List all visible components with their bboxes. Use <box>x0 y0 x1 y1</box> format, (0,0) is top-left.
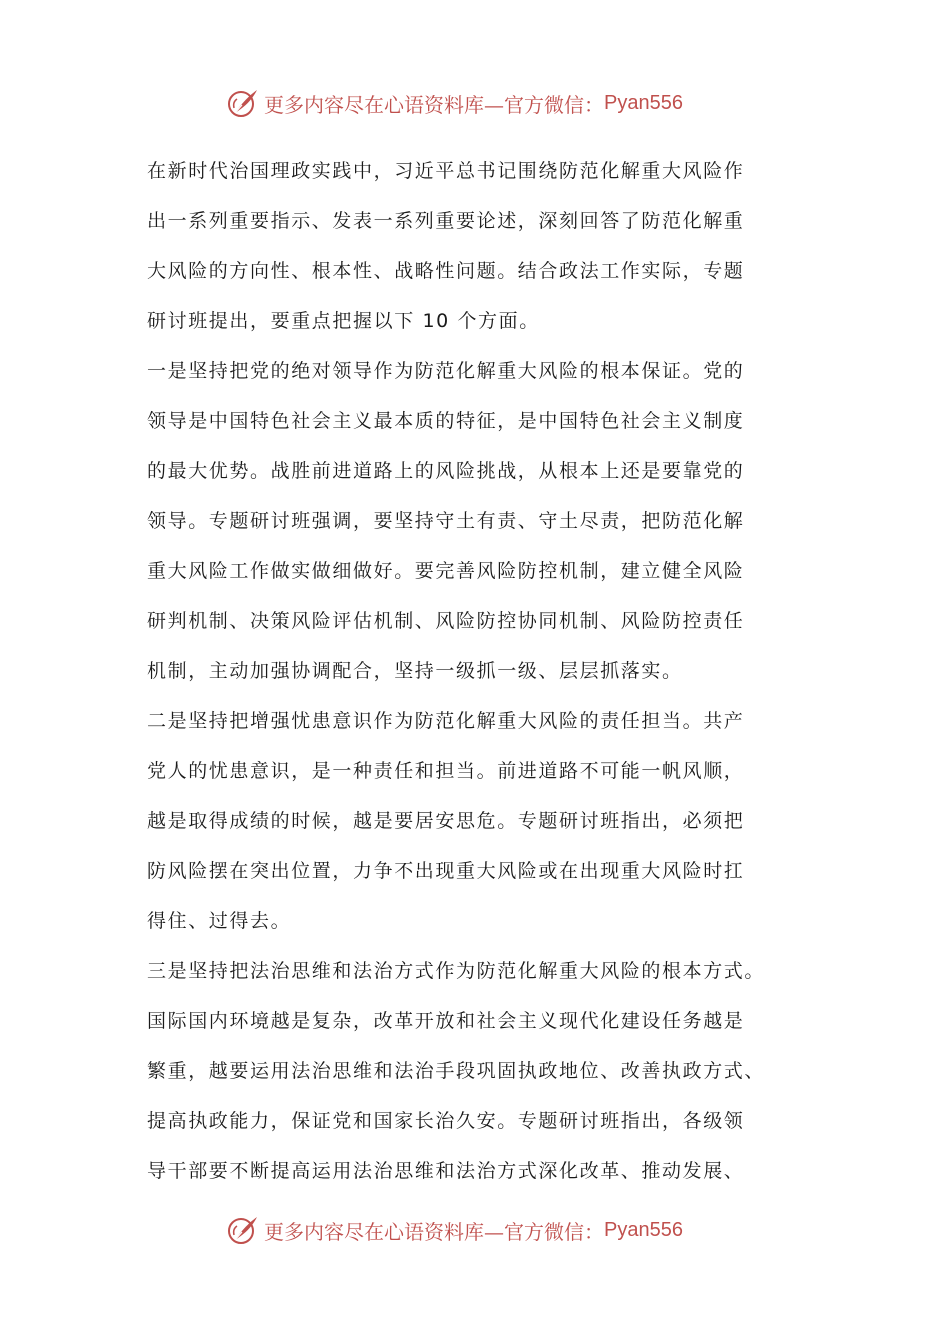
text-line: 提高执政能力，保证党和国家长治久安。专题研讨班指出，各级领 <box>147 1110 745 1132</box>
text-line: 国际国内环境越是复杂，改革开放和社会主义现代化建设任务越是 <box>147 1010 745 1032</box>
text-line: 研讨班提出，要重点把握以下 10 个方面。 <box>147 310 540 332</box>
text-line: 研判机制、决策风险评估机制、风险防控协同机制、风险防控责任 <box>147 610 745 632</box>
text-line: 得住、过得去。 <box>147 910 292 932</box>
text-line: 三是坚持把法治思维和法治方式作为防范化解重大风险的根本方式。 <box>147 960 766 982</box>
watermark-wechat-id: Pyan556 <box>604 1218 683 1241</box>
quill-logo-icon <box>226 86 260 120</box>
text-line: 领导是中国特色社会主义最本质的特征，是中国特色社会主义制度 <box>147 410 745 432</box>
text-line: 在新时代治国理政实践中，习近平总书记围绕防范化解重大风险作 <box>147 160 745 182</box>
text-line: 出一系列重要指示、发表一系列重要论述，深刻回答了防范化解重 <box>147 210 745 232</box>
text-line: 一是坚持把党的绝对领导作为防范化解重大风险的根本保证。党的 <box>147 360 745 382</box>
text-line: 大风险的方向性、根本性、战略性问题。结合政法工作实际，专题 <box>147 260 745 282</box>
watermark-brand-text: 更多内容尽在心语资料库—官方微信： <box>264 1219 604 1244</box>
text-line: 越是取得成绩的时候，越是要居安思危。专题研讨班指出，必须把 <box>147 810 745 832</box>
text-line: 繁重，越要运用法治思维和法治手段巩固执政地位、改善执政方式、 <box>147 1060 766 1082</box>
watermark-wechat-id: Pyan556 <box>604 91 683 114</box>
text-line: 防风险摆在突出位置，力争不出现重大风险或在出现重大风险时扛 <box>147 860 745 882</box>
text-line: 重大风险工作做实做细做好。要完善风险防控机制，建立健全风险 <box>147 560 745 582</box>
text-line: 机制，主动加强协调配合，坚持一级抓一级、层层抓落实。 <box>147 660 683 682</box>
quill-logo-icon <box>226 1213 260 1247</box>
text-line: 导干部要不断提高运用法治思维和法治方式深化改革、推动发展、 <box>147 1160 745 1182</box>
text-line: 的最大优势。战胜前进道路上的风险挑战，从根本上还是要靠党的 <box>147 460 745 482</box>
article-body <box>147 146 817 1196</box>
watermark-footer <box>226 1213 683 1247</box>
watermark-brand-text: 更多内容尽在心语资料库—官方微信： <box>264 92 604 117</box>
text-line: 党人的忧患意识，是一种责任和担当。前进道路不可能一帆风顺， <box>147 760 745 782</box>
watermark-header <box>226 86 683 120</box>
text-line: 二是坚持把增强忧患意识作为防范化解重大风险的责任担当。共产 <box>147 710 745 732</box>
text-line: 领导。专题研讨班强调，要坚持守土有责、守土尽责，把防范化解 <box>147 510 745 532</box>
